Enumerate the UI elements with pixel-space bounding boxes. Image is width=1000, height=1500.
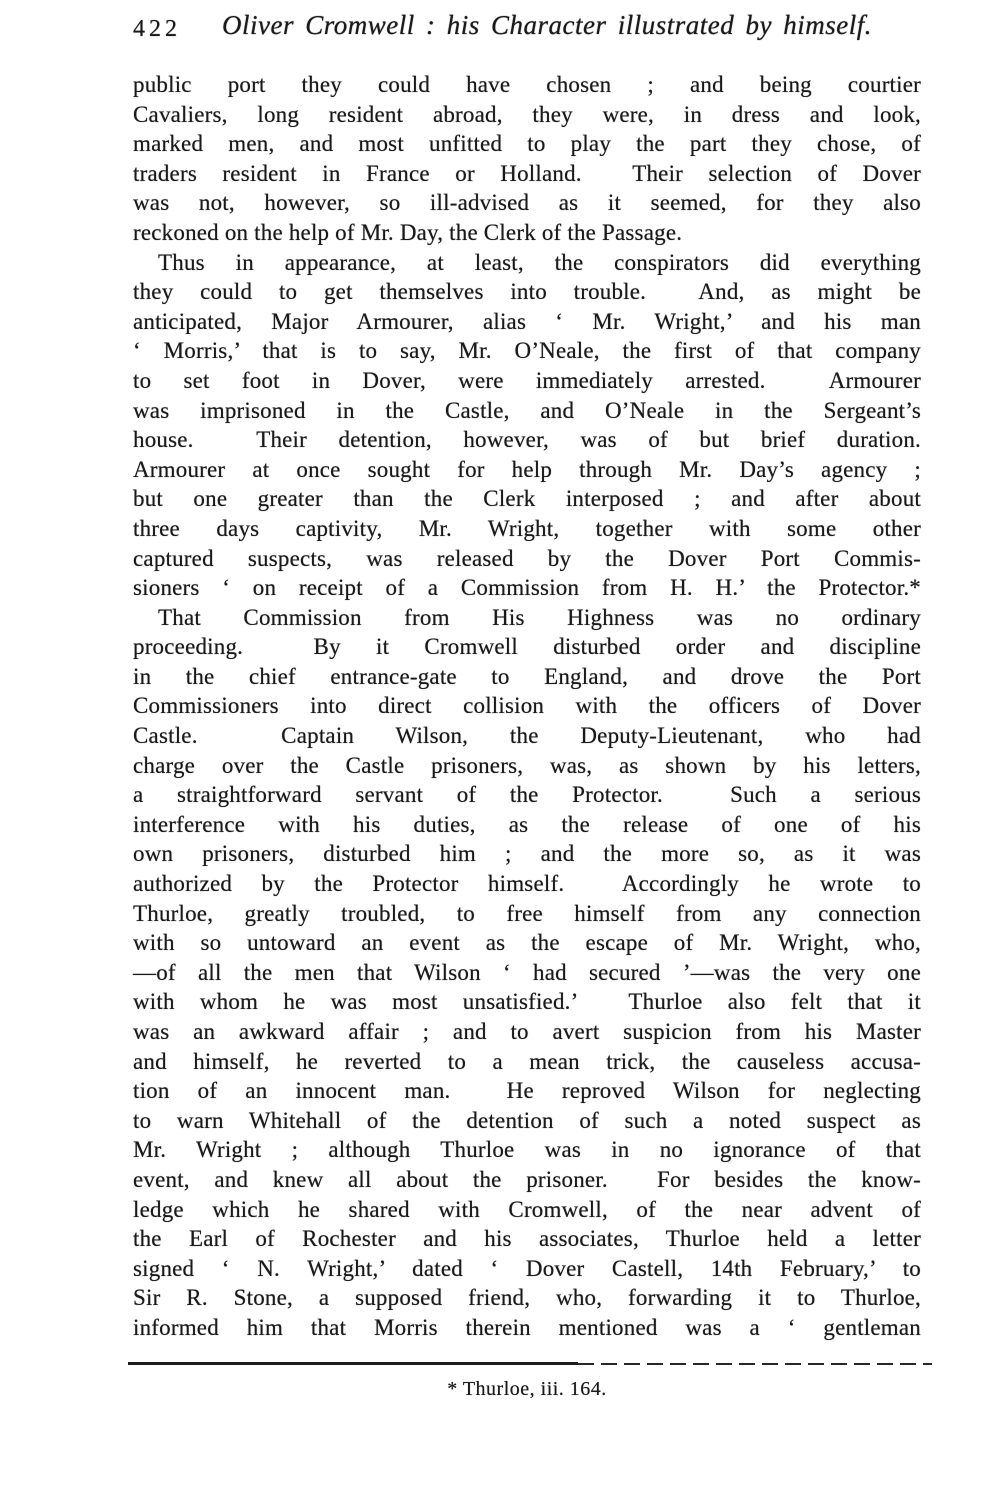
text-line: was imprisoned in the Castle, and O’Neale in the Sergeant’s — [133, 397, 921, 423]
text-line: reckoned on the help of Mr. Day, the Clerk of the Passage. — [133, 219, 683, 245]
text-line: charge over the Castle prisoners, was, as shown by his letters, — [133, 752, 921, 778]
text-line: to warn Whitehall of the detention of such a noted suspect as — [133, 1107, 921, 1133]
text-line: own prisoners, disturbed him ; and the more so, as it was — [133, 841, 921, 867]
text-line: Thurloe, greatly troubled, to free himself from any connection — [133, 900, 921, 926]
text-line: in the chief entrance-gate to England, and drove the Port — [133, 663, 921, 689]
text-line: three days captivity, Mr. Wright, together with some other — [133, 515, 921, 541]
text-line: sioners ‘ on receipt of a Commission from H. H.’ the Protector.* — [133, 575, 921, 601]
text-line: public port they could have chosen ; and being courtier — [133, 72, 921, 97]
text-line: authorized by the Protector himself. Accordingly he wrote to — [133, 871, 921, 897]
text-line: anticipated, Major Armourer, alias ‘ Mr. Wright,’ and his man — [133, 308, 921, 334]
footnote: * Thurloe, iii. 164. — [447, 1378, 607, 1400]
text-line: Cavaliers, long resident abroad, they were, in dress and look, — [133, 101, 921, 127]
text-line: Thus in appearance, at least, the conspirators did everything — [158, 249, 921, 275]
text-line: Castle. Captain Wilson, the Deputy-Lieutenant, who had — [133, 723, 921, 749]
text-line: proceeding. By it Cromwell disturbed order and discipline — [133, 634, 921, 660]
text-line: traders resident in France or Holland. Their selection of Dover — [133, 160, 921, 186]
text-line: a straightforward servant of the Protector. Such a serious — [133, 782, 921, 808]
body-text — [133, 70, 921, 1343]
text-line: interference with his duties, as the release of one of his — [133, 811, 921, 837]
page-header — [133, 10, 921, 50]
text-line: marked men, and most unfitted to play the part they chose, of — [133, 131, 921, 157]
text-line: ‘ Morris,’ that is to say, Mr. O’Neale, the first of that company — [133, 338, 921, 364]
text-line: Armourer at once sought for help through Mr. Day’s agency ; — [133, 456, 921, 482]
text-line: with so untoward an event as the escape of Mr. Wright, who, — [133, 930, 921, 956]
footnote-rule — [128, 1362, 932, 1365]
text-line: signed ‘ N. Wright,’ dated ‘ Dover Castell, 14th February,’ to — [133, 1255, 921, 1281]
text-line: and himself, he reverted to a mean trick, the causeless accusa- — [133, 1048, 921, 1074]
text-line: the Earl of Rochester and his associates, Thurloe held a letter — [133, 1226, 921, 1252]
text-line: was an awkward affair ; and to avert suspicion from his Master — [133, 1019, 921, 1044]
text-line: Mr. Wright ; although Thurloe was in no ignorance of that — [133, 1137, 921, 1163]
text-line: That Commission from His Highness was no ordinary — [158, 604, 921, 630]
text-line: house. Their detention, however, was of but brief duration. — [133, 427, 921, 453]
text-line: event, and knew all about the prisoner. For besides the know- — [133, 1166, 921, 1192]
text-line: Sir R. Stone, a supposed friend, who, forwarding it to Thurloe, — [133, 1285, 921, 1311]
text-line: informed him that Morris therein mentioned was a ‘ gentleman — [133, 1314, 921, 1340]
text-line: with whom he was most unsatisfied.’ Thurloe also felt that it — [133, 989, 921, 1015]
rule-segment-solid — [128, 1362, 578, 1365]
running-title: Oliver Cromwell : his Character illustrated by himself. — [222, 10, 872, 40]
text-line: ledge which he shared with Cromwell, of the near advent of — [133, 1196, 921, 1222]
text-line: they could to get themselves into trouble. And, as might be — [133, 279, 921, 305]
text-line: tion of an innocent man. He reproved Wilson for neglecting — [133, 1078, 921, 1104]
text-line: Commissioners into direct collision with the officers of Dover — [133, 693, 921, 719]
text-line: —of all the men that Wilson ‘ had secured ’—was the very one — [133, 959, 921, 985]
text-line: to set foot in Dover, were immediately arrested. Armourer — [133, 367, 921, 393]
text-line: was not, however, so ill-advised as it seemed, for they also — [133, 190, 921, 216]
page-number: 422 — [133, 16, 181, 42]
rule-segment-dashed — [578, 1363, 932, 1365]
text-line: but one greater than the Clerk interposed ; and after about — [133, 486, 921, 512]
text-line: captured suspects, was released by the Dover Port Commis- — [133, 545, 921, 571]
